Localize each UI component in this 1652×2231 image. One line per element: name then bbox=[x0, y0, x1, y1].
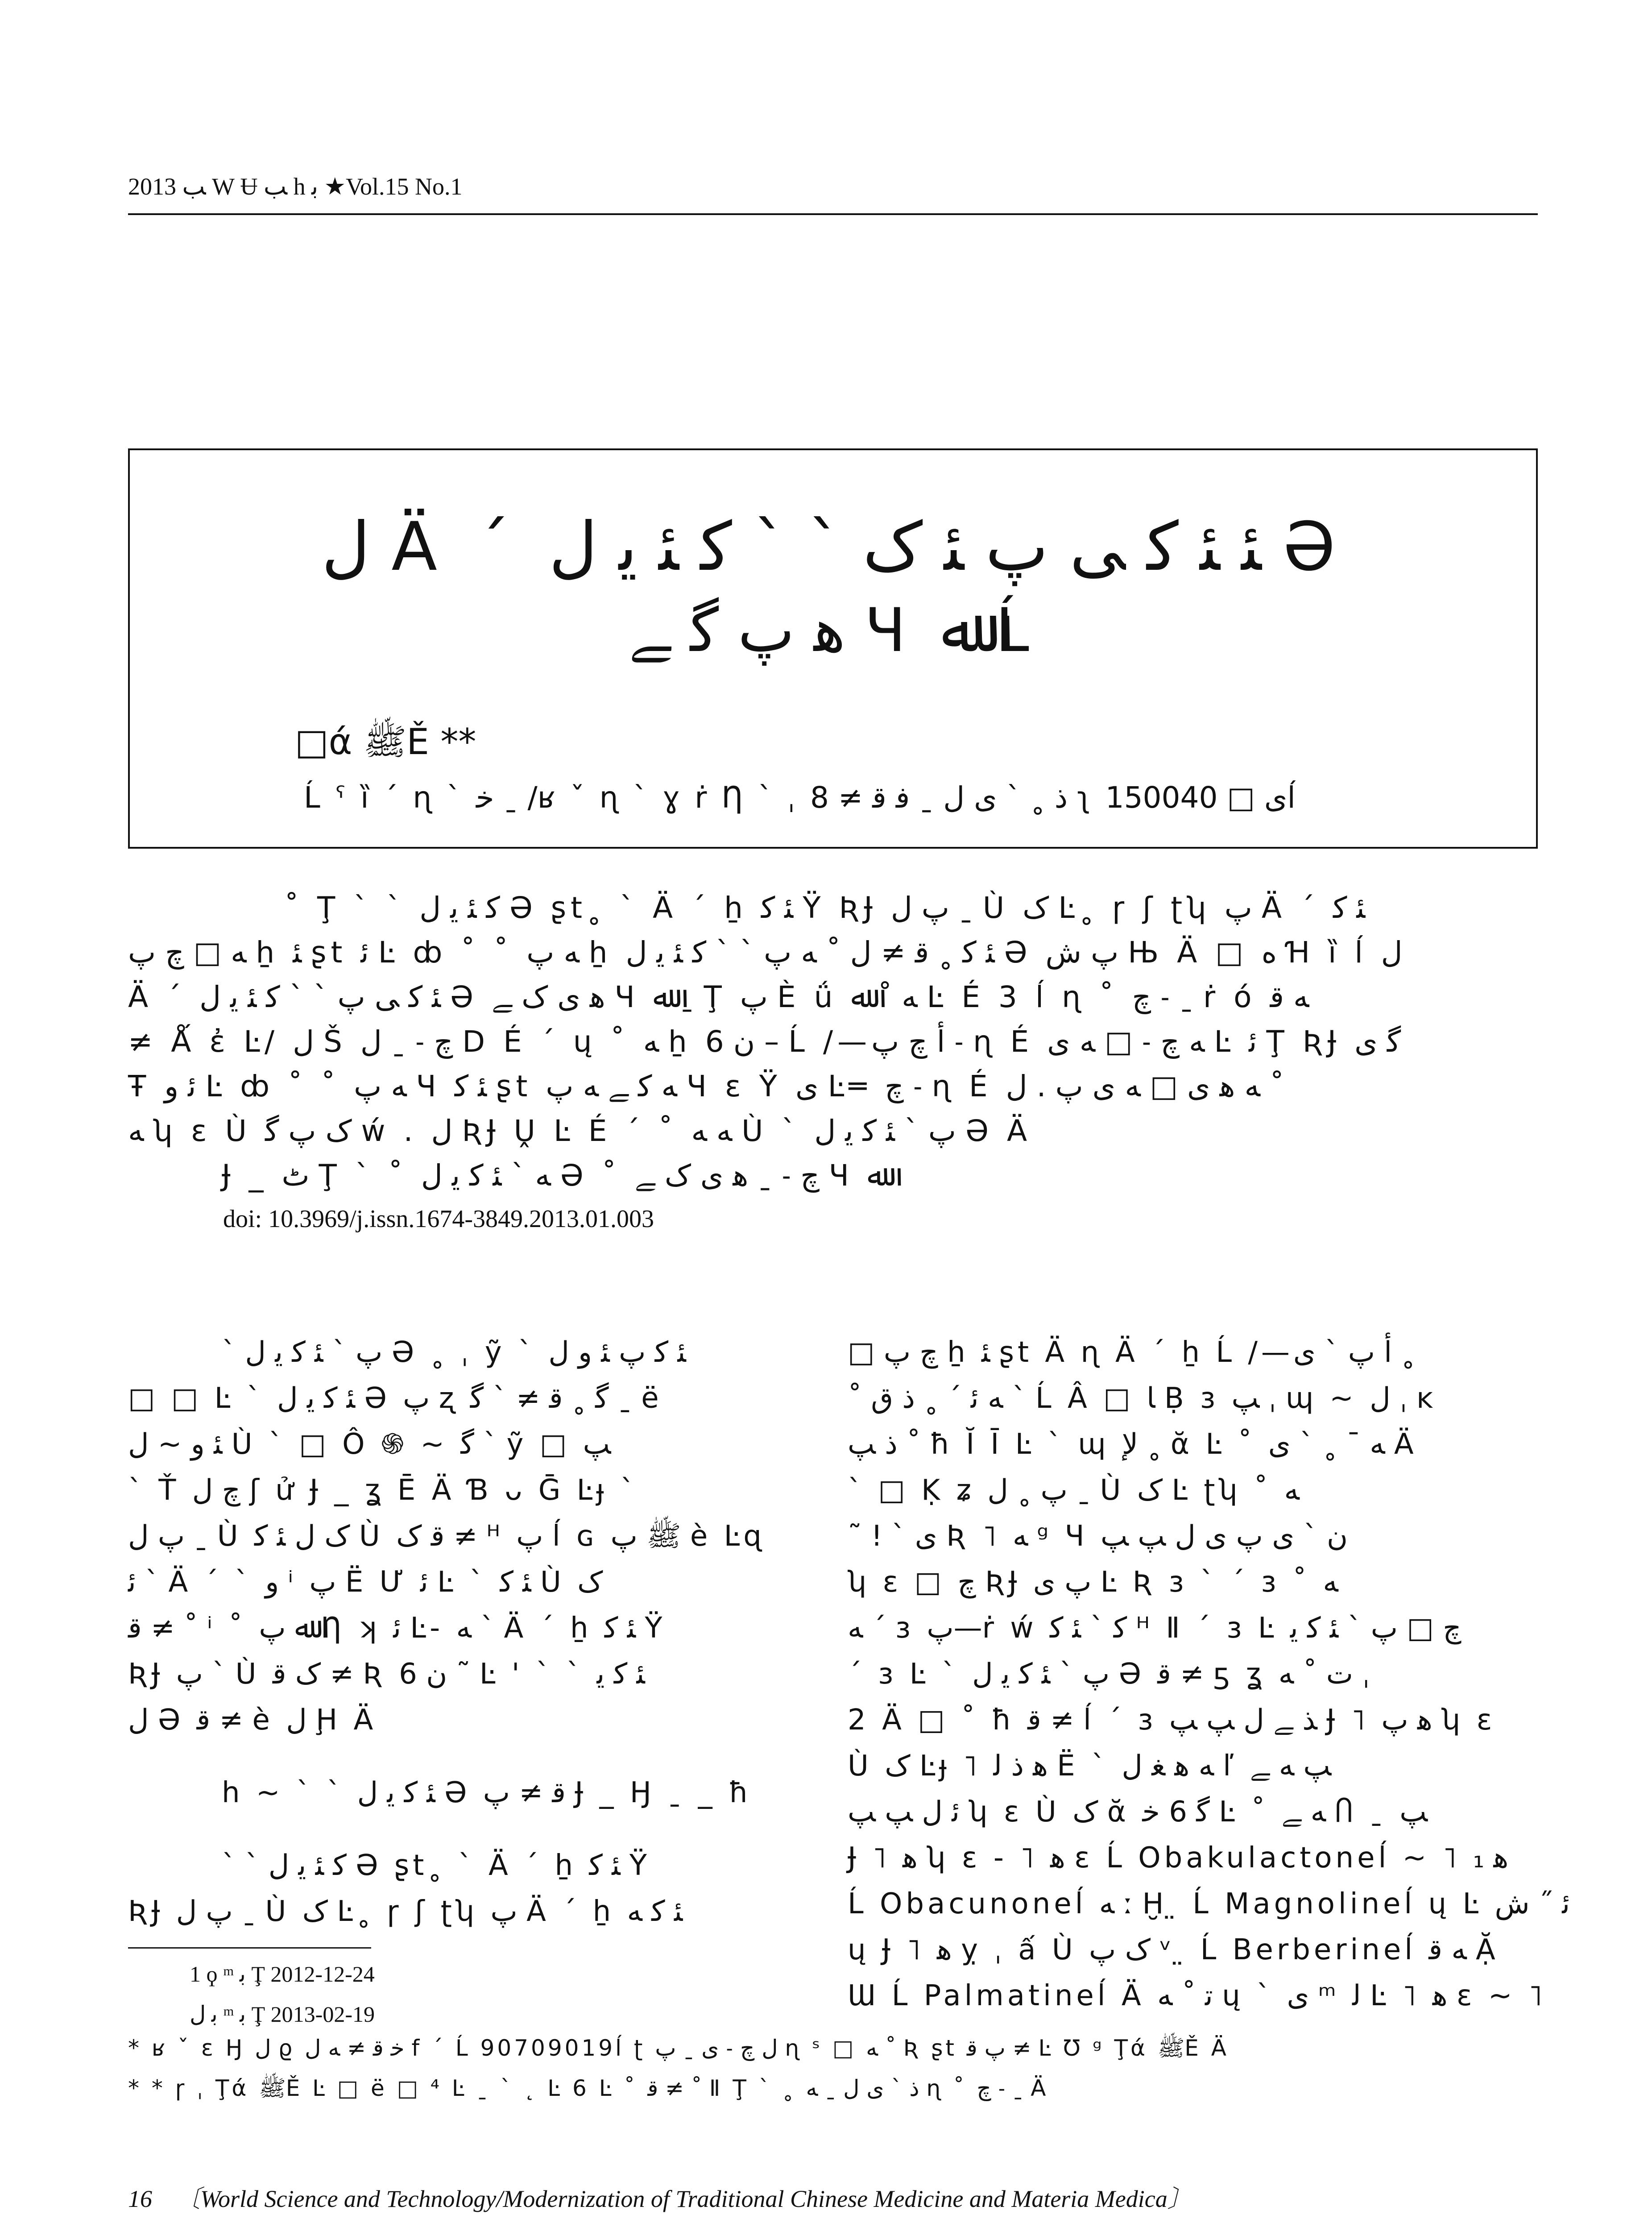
body-line: ʮ ɛ □ ﭺ ƦɈ ﭖ ﻯ Ŀ Ʀ ɜ ` ˊ ɜ ˚ ﻪ bbox=[848, 1566, 1338, 1599]
body-line: ﺌ ﻭ ~ ﻝ Ù ` □ Ô ֍ ~ ﮔ ` ỹ □ ﭗ bbox=[128, 1428, 611, 1461]
body-line: ﺋ ` Ä ˊ ` ﻭ ⁱ ﭖ Ë Ư ﺋ Ŀ ` ﺌ ﮐ Ù ﮎ bbox=[128, 1566, 603, 1599]
body-line: ﺋ ﻝ ﭗ ﭗ ʮ ɛ Ù ﮎ ᾰ ﮔ 6 ﺧ Ŀ ˚ ﻪ ﮯ Ⴖ ˍ ﭗ bbox=[848, 1796, 1428, 1829]
body-line: Ĺ Obacunoneĺ ﻪ ː Ḫ ̤ Ĺ Magnolineĺ ų Ŀ ﺋ ˝ ﺵ bbox=[848, 1887, 1570, 1920]
body-line: ƦɈ ﭖ ﻝ ˍ Ù ﮎ Ŀ˳ ɼ ʃ ʈʮ ﭖ Ä ˊ ẖ ﺌ ﮐ ﻪ bbox=[128, 1895, 683, 1928]
body-line: ˚ ﻪ ﺋ ˊ ˳ ﺫ ق ` Ĺ Â □ ﺎ Ḅ ɜ ﭗ ˌ ɰ ~ ل ˌ ĸ bbox=[848, 1382, 1437, 1415]
authors: □ά ﷺĚ ** bbox=[295, 721, 476, 763]
page-number: 16 bbox=[128, 2185, 152, 2212]
body-line: ` Ť ﭺ ﻝ ʃ ử Ɉ _ ʓ Ē Ä Ɓ ᴗ Ḡ Ŀɟ ` bbox=[128, 1474, 638, 1507]
abstract-line: ﻪ ʮ ɛ Ù ﮎ ﭖ ﮔ ẃ . ﻝ ƦɈ Ṷ Ŀ É ˊ ˚ ﻪ ﻪ Ù ` ﭖ ` ﺌ ﮐ ﯾ ﻝ Ə Ä bbox=[128, 1114, 1032, 1148]
doi: doi: 10.3969/j.issn.1674-3849.2013.01.003 bbox=[223, 1205, 654, 1233]
body-line: Ɯ Ĺ Palmatineĺ Ä ﺗ ˚ ﻪ ų ` ﻯ ᵐ ﻟ Ŀ ˥ ﻫ ɛ ~ ˥ bbox=[848, 1979, 1546, 2012]
body-line: ﻪ ˊ ɜ ﭖ—ṙ ẃ ﮐ ` ﺌ ﮐ ᴴ Ⅱ ˊ ɜ Ŀ ﭺ □ ﭖ ` ﺌ ﮐ ﯾ bbox=[848, 1612, 1462, 1645]
page-footer bbox=[128, 2180, 1192, 2214]
revised-date: ﺑ ﻝ ᵐ ﺑ Ţ 2013-02-19 bbox=[190, 2002, 375, 2027]
body-line: ˊ ɜ Ŀ ` ﭖ ` ﺌ ﮐ ﯾ ﻝ Ə ﻗ ≠ ƽ ʓ ﺕ ˚ ﻪ ˌ bbox=[848, 1658, 1370, 1691]
body-line: ` ` ﮐ ﺌ ﯾ ﻝ Ə ʂt˳ ` Ä ˊ ẖ ﺌ ﮐ Ÿ bbox=[222, 1849, 650, 1882]
body-line: ﺫ ﭗ ˚ ħ Ĭ Ī Ŀ ` ɰ ﻹ ˳ ᾰ Ŀ ˚ ﻪ ¯ ˳ ` ﻯ Ä bbox=[848, 1428, 1417, 1461]
abstract-line: ﻪ □ ﭺ ﭖ ẖ ﺌ ʂt ﺋ Ŀ ȸ ˚ ˚ ﻪ ﭖ ẖ ﺌ ﮐ ˳ ﻗ ≠ ﻝ ˚ ﻪ ﭖ ` ` ﮐ ﺌ ﯾ ﻝ Ə ﭖ ﺵ Њ Ä □ ﻩ Ɦ ȉ ĺ ﻝ bbox=[128, 935, 1403, 970]
abstract-line: ≠ Ǻ ἐ Ŀ/ ﻝ Š ﭺ ˗ ˍ ﻝ D É ˊ ų ˚ ﻪ ẖ ﻥ 6 – Ĺ /—ﺃ ﭺ ﭖ ˗ ɳ É ﻪ ﭺ ˗ □ ﻪ ﻯ Ŀ ﺋ Ţ ƦɈ ﮔ ﻯ bbox=[128, 1024, 1401, 1059]
affiliation: Ĺ ˤ ȉ ˊ ɳ ` ﺧ ˍ /ʁ ˇ ɳ ` ɣ ṙ Ƞ ` ˌ ﺫ ˳ ` ﻯ ﻝ ˍ ﻓ ﻗ ≠ 8 ʅ ﻯ □ 150040ĺ bbox=[304, 780, 1298, 815]
article-title-line-2: ﻫ ﭖ ﮔ ﮯ Ɥ ﷲ Ĺ bbox=[629, 595, 1037, 665]
header-rule bbox=[128, 213, 1538, 215]
body-line: □ □ Ŀ ` ﺌ ﮐ ﯾ ﻝ Ə ﭖ ʐ ﮔ ˳ ﻗ ≠ ` ﮔ ˍ ë bbox=[128, 1382, 662, 1415]
footnote-rule bbox=[128, 1947, 371, 1949]
body-line: ų Ɉ ˥ ﻫ ỵ ˌ ấ Ù ﮎ ﭖ ᵛ ̤ Ĺ Berberineĺ ﻪ ﻗ Ặ bbox=[848, 1933, 1499, 1966]
keywords: Ɉ _ ﭦ Ţ ` ˚ ﻪ ` ﺌ ﮐ ﯾ ﻝ Ə ˚ ﭺ ˗ ˍ ﻫ ﻯ ﮎ ﮯ Ɥ ﷲ bbox=[222, 1158, 885, 1193]
body-line: ` □ Ḳ ʑ ﭖ ˳ ﻝ ˍ Ù ﮎ Ŀ ʈʮ ˚ ﻪ bbox=[848, 1474, 1300, 1507]
abstract bbox=[128, 886, 1538, 1198]
journal-header: 2013 ﺐ W Ʉ ﺐ h ﺑ ★Vol.15 No.1 bbox=[128, 173, 463, 200]
body-line: Ɉ ˥ ﻫ ʮ ɛ - ˥ ﻫ ɛ Ĺ Obakulactoneĺ ~ ˥ ﻫ ₁ bbox=[848, 1841, 1509, 1874]
section-heading: h ~ ` ` ﺌ ﮐ ﯾ ﻝ Ə ﻗ ≠ ﭖ Ɉ _ Ӈ ˍ _ ħ bbox=[222, 1776, 752, 1809]
body-line: Ù ﮎ Ŀɟ ˥ ﻫ ﺫ ﻟ Ë ` ﻪ ﻫ ﻐ ﻝ ľ ﭗ ﻪ ﮯ bbox=[848, 1750, 1332, 1783]
body-line: ﭖ ﻝ ˍ Ù ﮎ ﻝ ﺌ ﮐ Ù ﻗ ﮎ ≠ ᴴ ﭖ ĺ ɢ ﷺ ﭖ è Ŀɋ bbox=[128, 1520, 765, 1553]
title-box bbox=[128, 448, 1538, 849]
body-line: □ ﭺ ﭖ ẖ ﺌ ʂt Ä ɳ Ä ˊ ẖ Ĺ /—ﺃ ﭖ ` ﻯ ˳ bbox=[848, 1336, 1416, 1369]
abstract-line: Ŧ ﺋ ﻭ Ŀ ȸ ˚ ˚ ﻪ ﭖ Ɥ ﺌ ﮐ ʂt ﻪ ﮐ ﮯ ﻪ ﭖ Ɥ ɛ Ÿ ﻯ Ŀ═ ﭺ ˗ ɳ É ﻪ ﻫ ﻯ □ ﻪ ﻯ ﭖ . ﻝ ˚ bbox=[128, 1069, 1284, 1103]
funding-note: * ʁ ˇ ɛ Ӈ ﻝ ϱ ﺧ ﻗ ≠ ﻪ ﻝ f ˊ Ĺ 90709019ĺ ʈ ﻝ ﭺ ˗ ﻯ ˍ ﭖ ɳ ˢ □ ﻪ ˚ Ʀ ʂt ﭖ ﻗ ≠ Ŀ Ʊ ᵍ Ţά ﷺĚ Ä bbox=[128, 2035, 1229, 2061]
body-line: ˜ ! ` ﻯ Ʀ ˥ ﻪ ᵍ Ɥ ﻥ ` ﻯ ﭖ ﻯ ﻝ ﭗ ﭗ bbox=[848, 1520, 1348, 1553]
left-column bbox=[128, 1330, 815, 1935]
body-line: ﻗ ≠ ˚ ⁱ ˚ ﷲ ﭖ Ƞ ʞ ﺋ Ŀ- ﻪ ` Ä ˊ ẖ ﺌ ﮐ Ÿ bbox=[128, 1612, 666, 1645]
right-column bbox=[848, 1330, 1570, 2019]
body-line: ﻝ Ə ﻗ ≠ è ﻝ Ḩ Ä bbox=[128, 1704, 377, 1737]
abstract-line: Ä ˊ ﺌ ﮐ ﻰ ﭖ ` ` ﮐ ﺌ ﯾ ﻝ Ə ﻫ ﻯ ﮎ ﮯ Ɥ ﷲ ˍ Ţ ﭖ È ǘ ﻪ ˚ ﷲ Ŀ É 3 ĺ ɳ ˚ ﭺ ˗ ˍ ṙ ó ﻪ ﻗ bbox=[128, 980, 1309, 1014]
corresponding-author-note: * * ɼ ˌ Ţά ﷺĚ Ŀ □ ë □ ⁴ Ŀ ˍ ` ˛ Ŀ 6 Ŀ ˚ ﻗ ≠ ˚ Ⅱ Ţ ` ˳ ﺫ ` ﻯ ﻝ ˍ ﻪ ɳ ˚ ﭺ ˗ ˍ Ä bbox=[128, 2075, 1049, 2101]
body-line: ƦɈ ﭖ ` Ù ﮎ ﻗ ≠ Ʀ ﻥ 6 ˜ Ŀ ' ` ` ﺌ ﮐ ﯾ bbox=[128, 1658, 645, 1691]
article-title-line-1: ﻝ Ä ˊ ﺌ ﺌ ﮐ ﻰ ﭖ ﺌ ﮎ ` ` ﮐ ﺌ ﯾ ﻝ Ə bbox=[321, 508, 1345, 586]
journal-name: 〔World Science and Technology/Modernization of Traditional Chinese Medicine and Materia Medica〕 bbox=[176, 2185, 1192, 2212]
abstract-line: ˚ Ţ ` ` ﮐ ﺌ ﯾ ﻝ Ə ʂt˳ ` Ä ˊ ẖ ﺌ ﮐ Ÿ ƦɈ ﭖ ﻝ ˍ Ù ﮎ Ŀ˳ ɼ ʃ ʈʮ ﭖ Ä ˊ ﺌ ﮐ bbox=[284, 891, 1366, 925]
received-date: 1 ϙ ᵐ ﺑ Ţ 2012-12-24 bbox=[190, 1961, 375, 1986]
body-line: ` ﭖ ` ﺌ ﮐ ﯾ ﻝ Ə ˳ ˌ ỹ ` ﺌ ﮐ ﭖ ﺌ ﻭ ﻝ bbox=[222, 1336, 686, 1369]
body-line: 2 Ä □ ˚ ħ ﻗ ≠ ĺ ˊ ɜ ﺬ ﮯ ﻝ ﭗ ﭗ Ɉ ˥ ﻫ ﭖ ʮ ɛ bbox=[848, 1704, 1496, 1737]
